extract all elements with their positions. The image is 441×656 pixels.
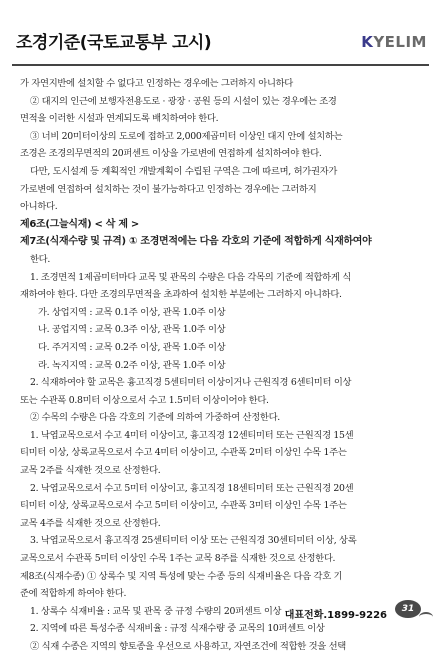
header-divider xyxy=(12,64,429,66)
page-number: 31 xyxy=(395,600,421,618)
body-line: ② 식재 수종은 지역의 향토종을 우선으로 사용하고, 자연조건에 적합한 것을 선택 xyxy=(30,641,346,652)
logo-text: YELIM xyxy=(373,33,427,51)
body-line: 다. 주거지역 : 교목 0.2주 이상, 관목 1.0주 이상 xyxy=(38,341,226,353)
body-line: 2. 지역에 따른 특성수종 식재비율 : 규정 식재수량 중 교목의 10퍼센트 이상 xyxy=(30,623,325,635)
body-line: 라. 녹지지역 : 교목 0.2주 이상, 관목 1.0주 이상 xyxy=(38,359,226,371)
body-line: 1. 상록수 식재비율 : 교목 및 관목 중 규정 수량의 20퍼센트 이상 xyxy=(30,605,282,617)
body-line: 가. 상업지역 : 교목 0.1주 이상, 관목 1.0주 이상 xyxy=(38,306,226,318)
leaf-decoration-icon xyxy=(419,612,433,622)
page-title: 조경기준(국토교통부 고시) xyxy=(16,33,212,53)
body-line: 재하여야 한다. 다만 조경의무면적을 초과하여 설치한 부분에는 그러하지 아니하다. xyxy=(20,289,342,301)
body-line: ② 대지의 인근에 보행자전용도로 · 광장 · 공원 등의 시설이 있는 경우에는 조경 xyxy=(30,95,337,107)
kyelim-logo xyxy=(361,33,427,51)
body-line: 1. 낙엽교목으로서 수고 4미터 이상이고, 흉고직경 12센티미터 또는 근원직경 15센 xyxy=(30,429,354,441)
body-line: 다만, 도시설계 등 계획적인 개발계획이 수립된 구역은 그에 따르며, 허가권자가 xyxy=(30,165,337,177)
body-line: 준에 적합하게 하여야 한다. xyxy=(20,588,127,600)
body-line: 가 자연지반에 설치할 수 없다고 인정하는 경우에는 그러하지 아니하다 xyxy=(20,78,293,89)
body-line: 3. 낙엽교목으로서 흉고직경 25센티미터 이상 또는 근원직경 30센티미터 이상, 상록 xyxy=(30,535,357,547)
body-line: 또는 수관폭 0.8미터 이상으로서 수고 1.5미터 이상이어야 한다. xyxy=(20,394,269,406)
body-line: 2. 낙엽교목으로서 수고 5미터 이상이고, 흉고직경 18센티미터 또는 근원직경 20센 xyxy=(30,482,354,494)
document-body xyxy=(20,75,424,656)
body-line: 한다. xyxy=(30,253,51,265)
body-line: ② 수목의 수량은 다음 각호의 기준에 의하여 가중하여 산정한다. xyxy=(30,412,280,424)
body-line: 교목으로서 수관폭 5미터 이상인 수목 1주는 교목 8주를 식재한 것으로 산정한다. xyxy=(20,553,336,565)
article-heading: 제6조(그늘식재) < 삭 제 > xyxy=(20,218,139,230)
body-line: 교목 4주를 식재한 것으로 산정한다. xyxy=(20,517,161,529)
footer-phone: 대표전화.1899-9226 xyxy=(284,610,387,621)
body-line: 가로변에 연접하여 설치하는 것이 불가능하다고 인정하는 경우에는 그러하지 xyxy=(20,183,317,195)
page-header xyxy=(0,0,441,62)
article-heading: 제7조(식재수량 및 규격) ① 조경면적에는 다음 각호의 기준에 적합하게 식재하여야 xyxy=(20,236,372,248)
body-line: 교목 2주를 식재한 것으로 산정한다. xyxy=(20,465,161,477)
body-line: 2. 식재하여야 할 교목은 흉고직경 5센티미터 이상이거나 근원직경 6센티미터 이상 xyxy=(30,377,352,389)
body-line: 1. 조경면적 1제곱미터마다 교목 및 관목의 수량은 다음 각목의 기준에 적합하게 식 xyxy=(30,271,351,283)
body-line: ③ 너비 20미터이상의 도로에 접하고 2,000제곱미터 이상인 대지 안에 설치하는 xyxy=(30,130,343,142)
body-line: 티미터 이상, 상록교목으로서 수고 4미터 이상이고, 수관폭 2미터 이상인 수목 1주는 xyxy=(20,447,347,459)
body-line: 제8조(식재수종) ① 상록수 및 지역 특성에 맞는 수종 등의 식재비율은 다음 각호 기 xyxy=(20,570,343,582)
body-line: 조경은 조경의무면적의 20퍼센트 이상을 가로변에 연접하게 설치하여야 한다. xyxy=(20,148,322,160)
logo-k: K xyxy=(361,33,374,51)
body-line: 아니하다. xyxy=(20,201,58,213)
body-line: 면적을 이러한 시설과 연계되도록 배치하여야 한다. xyxy=(20,113,219,125)
body-line: 나. 공업지역 : 교목 0.3주 이상, 관목 1.0주 이상 xyxy=(38,324,226,336)
body-line: 티미터 이상, 상록교목으로서 수고 5미터 이상이고, 수관폭 3미터 이상인 수목 1주는 xyxy=(20,500,347,512)
